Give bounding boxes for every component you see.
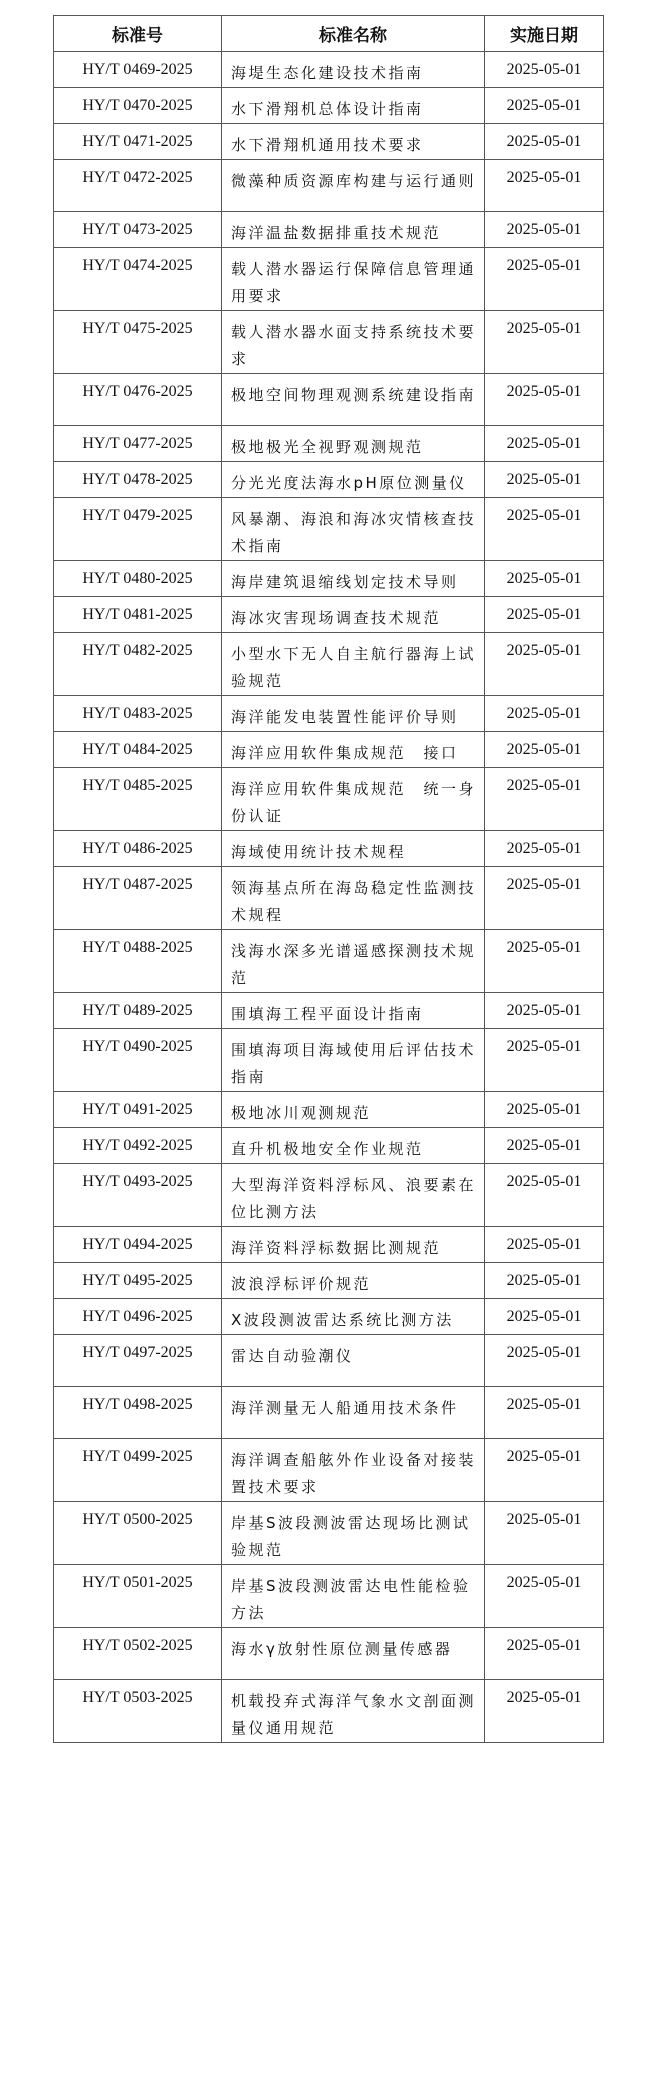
standard-name-cell: 大型海洋资料浮标风、浪要素在位比测方法 [222, 1164, 485, 1227]
standards-table [53, 15, 604, 1743]
standard-code-cell: HY/T 0499-2025 [54, 1439, 222, 1502]
standard-name-cell: 海冰灾害现场调查技术规范 [222, 597, 485, 633]
table-row [54, 831, 604, 867]
standard-name-cell: 岸基S波段测波雷达现场比测试验规范 [222, 1502, 485, 1565]
table-row [54, 768, 604, 831]
effective-date-cell: 2025-05-01 [485, 1565, 604, 1628]
effective-date-cell: 2025-05-01 [485, 1502, 604, 1565]
effective-date-cell: 2025-05-01 [485, 831, 604, 867]
standard-code-cell: HY/T 0486-2025 [54, 831, 222, 867]
header-name: 标准名称 [222, 16, 485, 52]
effective-date-cell: 2025-05-01 [485, 1029, 604, 1092]
standard-code-cell: HY/T 0480-2025 [54, 561, 222, 597]
standard-name-cell: 海洋温盐数据排重技术规范 [222, 212, 485, 248]
effective-date-cell: 2025-05-01 [485, 1299, 604, 1335]
header-code: 标准号 [54, 16, 222, 52]
table-row [54, 1439, 604, 1502]
effective-date-cell: 2025-05-01 [485, 732, 604, 768]
effective-date-cell: 2025-05-01 [485, 160, 604, 212]
table-body [54, 52, 604, 1743]
effective-date-cell: 2025-05-01 [485, 1227, 604, 1263]
effective-date-cell: 2025-05-01 [485, 1128, 604, 1164]
effective-date-cell: 2025-05-01 [485, 1092, 604, 1128]
standard-code-cell: HY/T 0494-2025 [54, 1227, 222, 1263]
standard-name-cell: 海洋应用软件集成规范 统一身份认证 [222, 768, 485, 831]
standard-name-cell: 微藻种质资源库构建与运行通则 [222, 160, 485, 212]
standard-code-cell: HY/T 0476-2025 [54, 374, 222, 426]
effective-date-cell: 2025-05-01 [485, 1335, 604, 1387]
effective-date-cell: 2025-05-01 [485, 374, 604, 426]
standard-code-cell: HY/T 0488-2025 [54, 930, 222, 993]
table-row [54, 426, 604, 462]
table-row [54, 311, 604, 374]
effective-date-cell: 2025-05-01 [485, 561, 604, 597]
standard-code-cell: HY/T 0469-2025 [54, 52, 222, 88]
standard-name-cell: 海洋调查船舷外作业设备对接装置技术要求 [222, 1439, 485, 1502]
standard-name-cell: X波段测波雷达系统比测方法 [222, 1299, 485, 1335]
effective-date-cell: 2025-05-01 [485, 52, 604, 88]
standard-code-cell: HY/T 0497-2025 [54, 1335, 222, 1387]
table-row [54, 88, 604, 124]
table-row [54, 1680, 604, 1743]
standard-name-cell: 水下滑翔机通用技术要求 [222, 124, 485, 160]
table-row [54, 462, 604, 498]
effective-date-cell: 2025-05-01 [485, 633, 604, 696]
table-row [54, 993, 604, 1029]
standard-code-cell: HY/T 0492-2025 [54, 1128, 222, 1164]
standard-code-cell: HY/T 0487-2025 [54, 867, 222, 930]
table-row [54, 212, 604, 248]
standard-name-cell: 海域使用统计技术规程 [222, 831, 485, 867]
effective-date-cell: 2025-05-01 [485, 1628, 604, 1680]
effective-date-cell: 2025-05-01 [485, 696, 604, 732]
table-row [54, 52, 604, 88]
standard-name-cell: 海洋应用软件集成规范 接口 [222, 732, 485, 768]
standard-name-cell: 海洋测量无人船通用技术条件 [222, 1387, 485, 1439]
standard-code-cell: HY/T 0475-2025 [54, 311, 222, 374]
standard-name-cell: 机载投弃式海洋气象水文剖面测量仪通用规范 [222, 1680, 485, 1743]
effective-date-cell: 2025-05-01 [485, 498, 604, 561]
standard-code-cell: HY/T 0477-2025 [54, 426, 222, 462]
table-row [54, 1227, 604, 1263]
table-row [54, 1128, 604, 1164]
standard-name-cell: 分光光度法海水pH原位测量仪 [222, 462, 485, 498]
effective-date-cell: 2025-05-01 [485, 426, 604, 462]
effective-date-cell: 2025-05-01 [485, 597, 604, 633]
standard-code-cell: HY/T 0483-2025 [54, 696, 222, 732]
table-row [54, 1092, 604, 1128]
effective-date-cell: 2025-05-01 [485, 462, 604, 498]
standard-code-cell: HY/T 0481-2025 [54, 597, 222, 633]
standard-name-cell: 海洋资料浮标数据比测规范 [222, 1227, 485, 1263]
header-date: 实施日期 [485, 16, 604, 52]
standard-code-cell: HY/T 0491-2025 [54, 1092, 222, 1128]
header-row [54, 16, 604, 52]
effective-date-cell: 2025-05-01 [485, 1439, 604, 1502]
standard-name-cell: 雷达自动验潮仪 [222, 1335, 485, 1387]
standard-code-cell: HY/T 0471-2025 [54, 124, 222, 160]
standard-name-cell: 极地空间物理观测系统建设指南 [222, 374, 485, 426]
table-row [54, 696, 604, 732]
standard-name-cell: 载人潜水器运行保障信息管理通用要求 [222, 248, 485, 311]
standard-name-cell: 海堤生态化建设技术指南 [222, 52, 485, 88]
table-row [54, 597, 604, 633]
effective-date-cell: 2025-05-01 [485, 1387, 604, 1439]
standard-name-cell: 风暴潮、海浪和海冰灾情核查技术指南 [222, 498, 485, 561]
standard-code-cell: HY/T 0489-2025 [54, 993, 222, 1029]
standard-code-cell: HY/T 0482-2025 [54, 633, 222, 696]
standard-code-cell: HY/T 0484-2025 [54, 732, 222, 768]
standard-code-cell: HY/T 0501-2025 [54, 1565, 222, 1628]
standard-name-cell: 围填海工程平面设计指南 [222, 993, 485, 1029]
effective-date-cell: 2025-05-01 [485, 311, 604, 374]
table-row [54, 124, 604, 160]
table-row [54, 561, 604, 597]
table-row [54, 498, 604, 561]
effective-date-cell: 2025-05-01 [485, 1263, 604, 1299]
effective-date-cell: 2025-05-01 [485, 1164, 604, 1227]
table-row [54, 1263, 604, 1299]
table-row [54, 1387, 604, 1439]
table-row [54, 1502, 604, 1565]
standard-code-cell: HY/T 0502-2025 [54, 1628, 222, 1680]
standard-code-cell: HY/T 0496-2025 [54, 1299, 222, 1335]
effective-date-cell: 2025-05-01 [485, 930, 604, 993]
effective-date-cell: 2025-05-01 [485, 1680, 604, 1743]
table-row [54, 867, 604, 930]
table-row [54, 1029, 604, 1092]
standard-name-cell: 围填海项目海域使用后评估技术指南 [222, 1029, 485, 1092]
table-row [54, 633, 604, 696]
standard-code-cell: HY/T 0495-2025 [54, 1263, 222, 1299]
effective-date-cell: 2025-05-01 [485, 768, 604, 831]
standard-code-cell: HY/T 0490-2025 [54, 1029, 222, 1092]
standard-code-cell: HY/T 0479-2025 [54, 498, 222, 561]
table-row [54, 1565, 604, 1628]
standard-code-cell: HY/T 0493-2025 [54, 1164, 222, 1227]
table-row [54, 1299, 604, 1335]
standard-name-cell: 海岸建筑退缩线划定技术导则 [222, 561, 485, 597]
standard-name-cell: 领海基点所在海岛稳定性监测技术规程 [222, 867, 485, 930]
standard-code-cell: HY/T 0503-2025 [54, 1680, 222, 1743]
standard-name-cell: 直升机极地安全作业规范 [222, 1128, 485, 1164]
standard-code-cell: HY/T 0474-2025 [54, 248, 222, 311]
table-row [54, 732, 604, 768]
effective-date-cell: 2025-05-01 [485, 124, 604, 160]
standard-code-cell: HY/T 0473-2025 [54, 212, 222, 248]
effective-date-cell: 2025-05-01 [485, 867, 604, 930]
standard-name-cell: 浅海水深多光谱遥感探测技术规范 [222, 930, 485, 993]
table-row [54, 1628, 604, 1680]
standard-code-cell: HY/T 0472-2025 [54, 160, 222, 212]
effective-date-cell: 2025-05-01 [485, 88, 604, 124]
table-row [54, 1164, 604, 1227]
standard-code-cell: HY/T 0498-2025 [54, 1387, 222, 1439]
standard-name-cell: 波浪浮标评价规范 [222, 1263, 485, 1299]
table-row [54, 1335, 604, 1387]
table-row [54, 374, 604, 426]
effective-date-cell: 2025-05-01 [485, 248, 604, 311]
standard-code-cell: HY/T 0470-2025 [54, 88, 222, 124]
table-row [54, 160, 604, 212]
table-row [54, 248, 604, 311]
standard-code-cell: HY/T 0485-2025 [54, 768, 222, 831]
standard-code-cell: HY/T 0500-2025 [54, 1502, 222, 1565]
standard-name-cell: 小型水下无人自主航行器海上试验规范 [222, 633, 485, 696]
standard-name-cell: 载人潜水器水面支持系统技术要求 [222, 311, 485, 374]
standard-name-cell: 海洋能发电装置性能评价导则 [222, 696, 485, 732]
effective-date-cell: 2025-05-01 [485, 993, 604, 1029]
effective-date-cell: 2025-05-01 [485, 212, 604, 248]
standard-name-cell: 岸基S波段测波雷达电性能检验方法 [222, 1565, 485, 1628]
table-row [54, 930, 604, 993]
standard-name-cell: 水下滑翔机总体设计指南 [222, 88, 485, 124]
standard-code-cell: HY/T 0478-2025 [54, 462, 222, 498]
standard-name-cell: 极地冰川观测规范 [222, 1092, 485, 1128]
standard-name-cell: 极地极光全视野观测规范 [222, 426, 485, 462]
standard-name-cell: 海水γ放射性原位测量传感器 [222, 1628, 485, 1680]
